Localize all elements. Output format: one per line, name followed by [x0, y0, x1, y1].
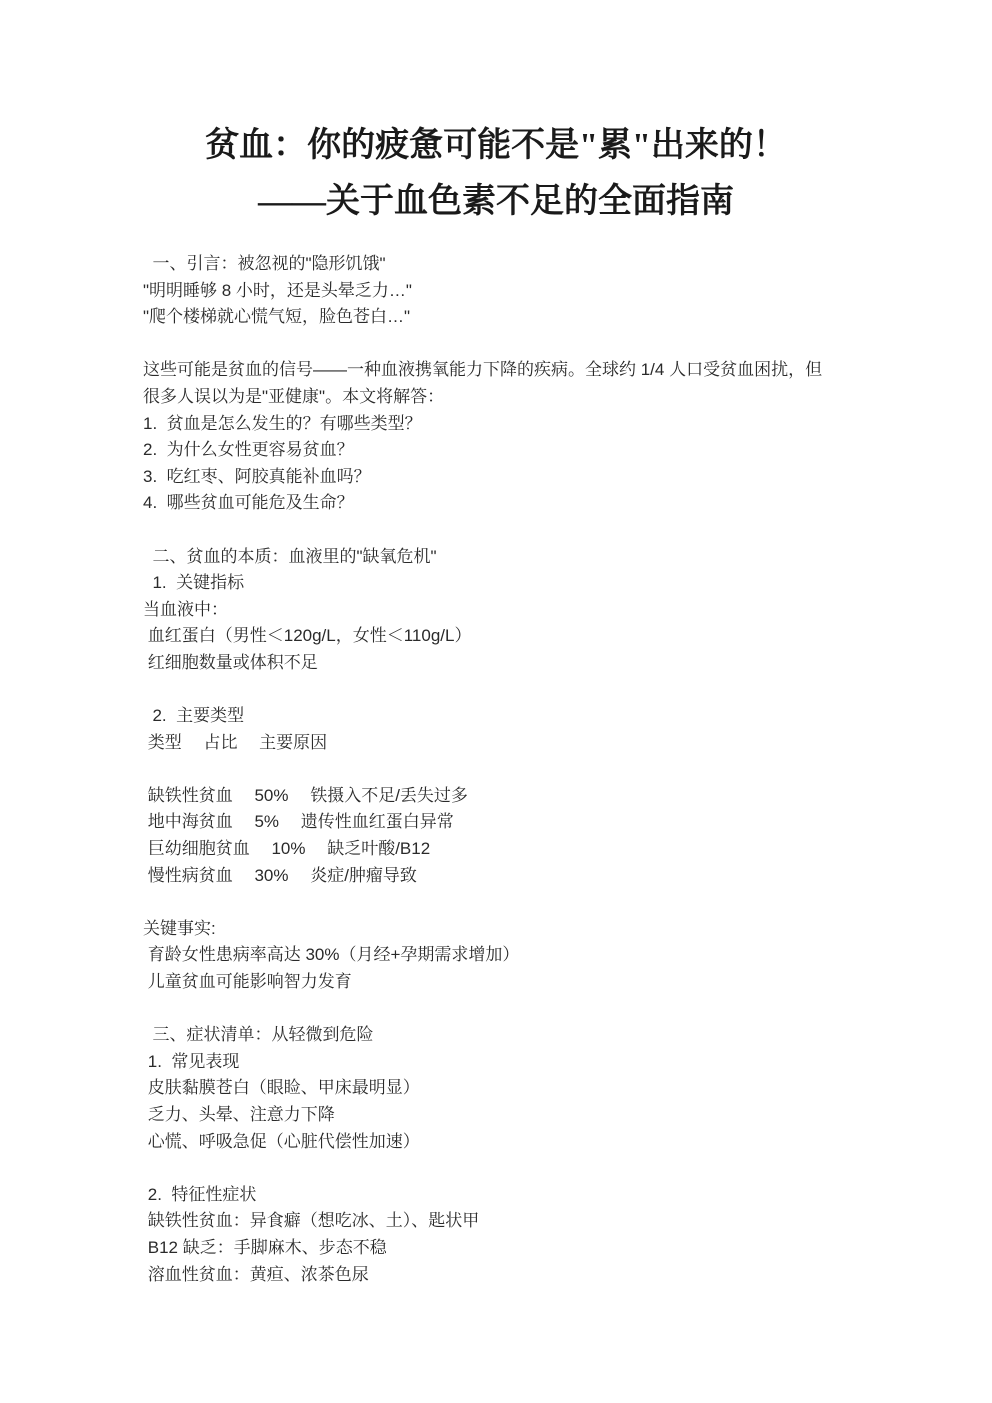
text-line	[143, 889, 852, 916]
text-line	[143, 517, 852, 544]
text-line: 育龄女性患病率高达 30%（月经+孕期需求增加）	[143, 945, 520, 965]
text-line	[143, 756, 852, 783]
text-line: 心慌、呼吸急促（心脏代偿性加速）	[143, 1131, 420, 1151]
text-line: 4. 哪些贫血可能危及生命？	[143, 493, 354, 513]
text-line: 一、引言：被忽视的"隐形饥饿"	[143, 254, 386, 273]
text-line	[143, 996, 852, 1023]
text-line: 巨幼细胞贫血 10% 缺乏叶酸/B12	[143, 839, 431, 859]
text-line: 红细胞数量或体积不足	[143, 652, 318, 672]
text-line: 2. 主要类型	[143, 706, 245, 726]
text-line: "明明睡够 8 小时，还是头晕乏力…"	[143, 280, 412, 300]
text-line: 1. 常见表现	[143, 1051, 240, 1071]
text-line: 2. 为什么女性更容易贫血？	[143, 440, 354, 460]
text-line: 关键事实:	[143, 918, 216, 938]
text-line	[143, 331, 852, 358]
text-line: 缺铁性贫血：异食癖（想吃冰、土）、匙状甲	[143, 1211, 480, 1231]
text-line: 缺铁性贫血 50% 铁摄入不足/丢失过多	[143, 785, 468, 805]
text-line: 地中海贫血 5% 遗传性血红蛋白异常	[143, 812, 454, 832]
document-title	[0, 0, 992, 230]
text-line: 当血液中：	[143, 599, 228, 619]
text-line: 溶血性贫血：黄疸、浓茶色尿	[143, 1264, 369, 1284]
text-line: "爬个楼梯就心慌气短，脸色苍白…"	[143, 307, 411, 327]
text-line: 皮肤黏膜苍白（眼睑、甲床最明显）	[143, 1078, 420, 1098]
text-line: 慢性病贫血 30% 炎症/肿瘤导致	[143, 865, 417, 885]
text-line: 二、贫血的本质：血液里的"缺氧危机"	[143, 546, 437, 566]
document-body	[0, 251, 992, 1288]
text-line: 1. 关键指标	[143, 573, 245, 593]
text-line: 儿童贫血可能影响智力发育	[143, 972, 352, 992]
title-line-2: ——关于血色素不足的全面指南	[258, 183, 734, 220]
text-line	[143, 1155, 852, 1182]
text-line: 3. 吃红枣、阿胶真能补血吗？	[143, 466, 371, 486]
text-line: 这些可能是贫血的信号——一种血液携氧能力下降的疾病。全球约 1/4 人口受贫血困扰，但	[143, 360, 823, 380]
text-line: 乏力、头晕、注意力下降	[143, 1105, 335, 1124]
text-line: B12 缺乏：手脚麻木、步态不稳	[143, 1237, 387, 1257]
text-line: 血红蛋白（男性＜120g/L，女性＜110g/L）	[143, 626, 472, 646]
text-line: 2. 特征性症状	[143, 1184, 257, 1204]
text-line: 1. 贫血是怎么发生的？有哪些类型？	[143, 413, 422, 433]
text-line	[143, 677, 852, 704]
text-line: 很多人误以为是"亚健康"。本文将解答：	[143, 386, 445, 406]
title-line-1: 贫血：你的疲惫可能不是"累"出来的！	[205, 127, 787, 164]
text-line: 三、症状清单：从轻微到危险	[143, 1025, 374, 1045]
text-line: 类型 占比 主要原因	[143, 732, 328, 752]
